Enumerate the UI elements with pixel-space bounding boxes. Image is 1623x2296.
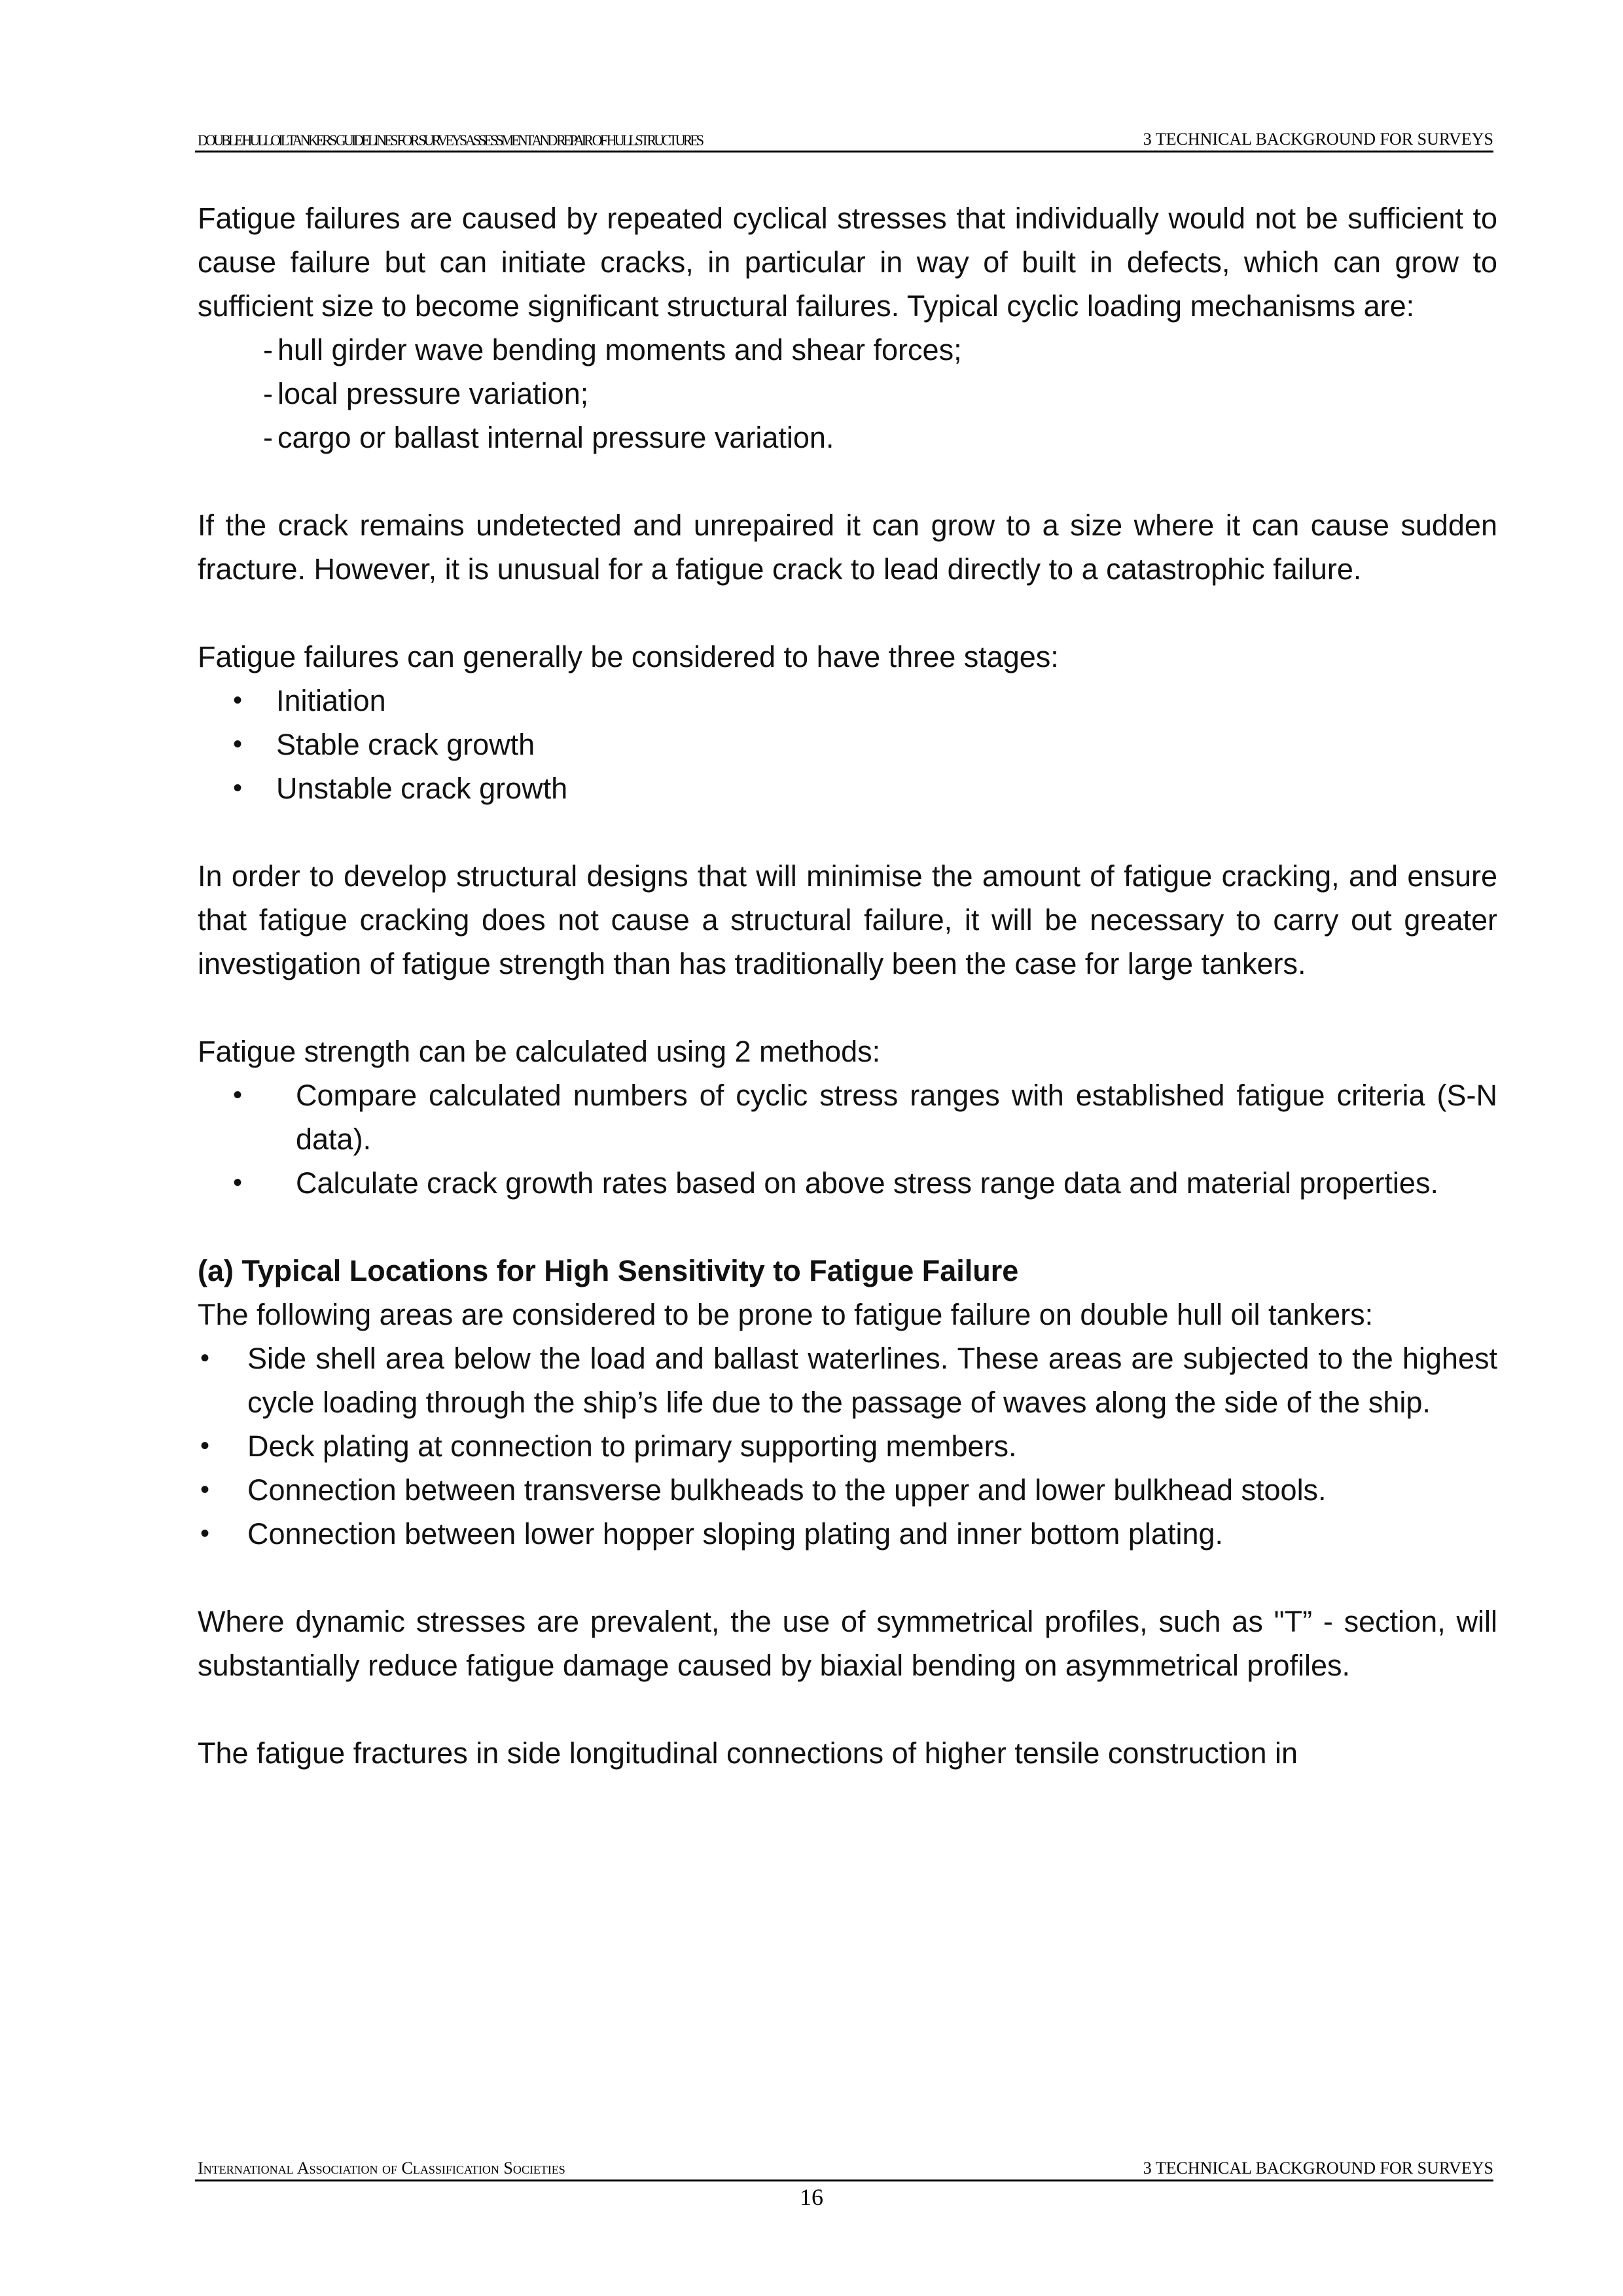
footer-section-title: 3 TECHNICAL BACKGROUND FOR SURVEYS bbox=[1143, 2159, 1493, 2178]
body-text bbox=[198, 196, 1497, 1775]
list-item: • Compare calculated numbers of cyclic stress ranges with established fatigue criteria (S-N data). bbox=[198, 1073, 1497, 1161]
loading-mechanisms-list bbox=[198, 328, 1497, 459]
stages-list bbox=[198, 679, 1497, 810]
bullet-icon: • bbox=[233, 774, 243, 802]
prone-areas-list bbox=[198, 1336, 1497, 1556]
paragraph-three-stages: Fatigue failures can generally be considered to have three stages: bbox=[198, 640, 1059, 673]
bullet-icon: • bbox=[233, 686, 243, 715]
bullet-icon: • bbox=[233, 1168, 243, 1197]
header-document-title: DOUBLE HULL OIL TANKERS GUIDELINES FOR SURVEYS ASSESSMENT AND REPAIR OF HULL STRUCTURES bbox=[198, 132, 702, 149]
list-item: - hull girder wave bending moments and shear forces; bbox=[198, 328, 1497, 372]
bullet-icon: • bbox=[200, 1431, 210, 1460]
header-section-title: 3 TECHNICAL BACKGROUND FOR SURVEYS bbox=[1143, 130, 1493, 149]
list-item: • Unstable crack growth bbox=[198, 766, 1497, 810]
methods-list bbox=[198, 1073, 1497, 1205]
bullet-icon: • bbox=[200, 1519, 210, 1548]
paragraph-side-longitudinal: The fatigue fractures in side longitudinal connections of higher tensile construction in bbox=[198, 1736, 1298, 1770]
bullet-icon: • bbox=[233, 1081, 243, 1109]
page-number: 16 bbox=[800, 2184, 823, 2210]
list-item: • Stable crack growth bbox=[198, 723, 1497, 766]
running-header bbox=[195, 128, 1493, 152]
list-item: • Deck plating at connection to primary supporting members. bbox=[198, 1424, 1497, 1468]
list-item: • Connection between transverse bulkheads to the upper and lower bulkhead stools. bbox=[198, 1468, 1497, 1512]
paragraph-fatigue-strength: Fatigue strength can be calculated using 2 methods: bbox=[198, 1035, 881, 1068]
list-item: - local pressure variation; bbox=[198, 372, 1497, 416]
list-item: • Connection between lower hopper sloping plating and inner bottom plating. bbox=[198, 1512, 1497, 1556]
bullet-icon: • bbox=[200, 1344, 210, 1372]
list-item: • Calculate crack growth rates based on above stress range data and material properties. bbox=[198, 1161, 1497, 1205]
list-item: - cargo or ballast internal pressure variation. bbox=[198, 416, 1497, 459]
bullet-icon: • bbox=[200, 1475, 210, 1504]
paragraph-structural-designs: In order to develop structural designs that will minimise the amount of fatigue cracking, and ensure that fatigue cracking does not cause a structural failure, it will be necessary to carry out greater investigation of fatigue strength than has traditionally been the case for large tankers. bbox=[198, 859, 1497, 980]
running-footer bbox=[195, 2157, 1493, 2181]
paragraph-prone-areas: The following areas are considered to be prone to fatigue failure on double hull oil tankers: bbox=[198, 1298, 1374, 1331]
paragraph-fatigue-causes: Fatigue failures are caused by repeated cyclical stresses that individually would not be sufficient to cause failure but can initiate cracks, in particular in way of built in defects, which can grow to sufficient size to become significant structural failures. Typical cyclic loading mechanisms are: bbox=[198, 202, 1497, 323]
list-item: • Initiation bbox=[198, 679, 1497, 723]
paragraph-symmetrical-profiles: Where dynamic stresses are prevalent, the use of symmetrical profiles, such as "T” - section, will substantially reduce fatigue damage caused by biaxial bending on asymmetrical profiles. bbox=[198, 1605, 1497, 1682]
footer-organisation: International Association of Classification Societies bbox=[198, 2159, 565, 2178]
paragraph-undetected-crack: If the crack remains undetected and unrepaired it can grow to a size where it can cause sudden fracture. However, it is unusual for a fatigue crack to lead directly to a catastrophic failure. bbox=[198, 509, 1497, 586]
bullet-icon: • bbox=[233, 730, 243, 759]
section-heading-a: (a) Typical Locations for High Sensitivity to Fatigue Failure bbox=[198, 1254, 1019, 1287]
list-item: • Side shell area below the load and ballast waterlines. These areas are subjected to the highest cycle loading through the ship’s life due to the passage of waves along the side of the ship. bbox=[198, 1336, 1497, 1424]
